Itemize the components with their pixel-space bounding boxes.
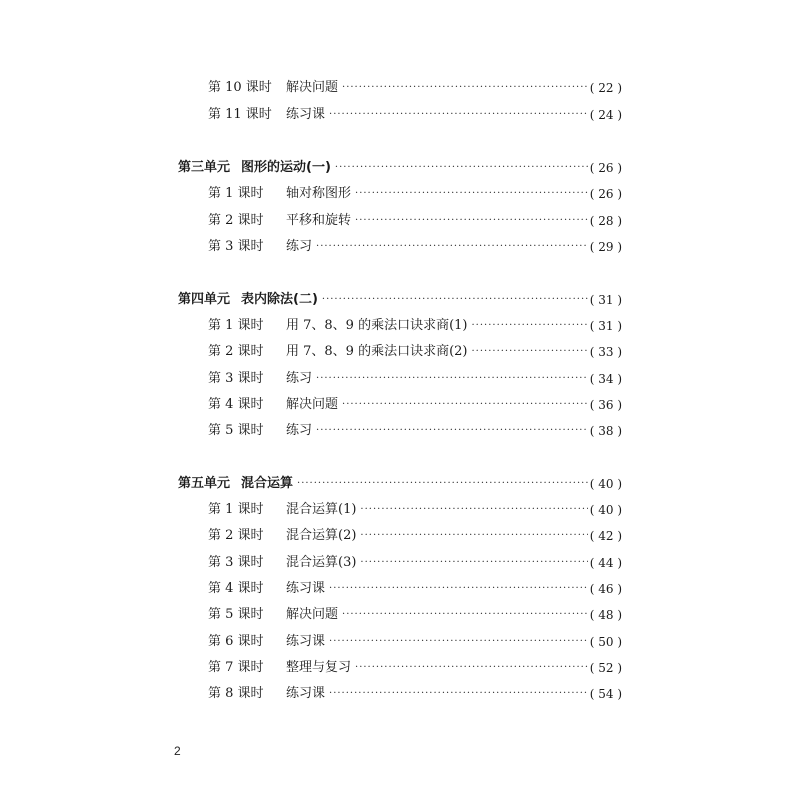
dot-leader — [329, 105, 588, 125]
entry-page: ( 31 ) — [589, 293, 622, 307]
entry-number: 第 5 课时 — [208, 607, 264, 622]
unit-title: 图形的运动(一) — [241, 160, 331, 175]
entry-number: 第 1 课时 — [208, 318, 264, 333]
toc-entry-lesson[interactable] — [178, 211, 622, 231]
entry-title: 练习 — [286, 423, 313, 438]
entry-title: 混合运算(2) — [286, 528, 357, 543]
entry-number: 第 3 课时 — [208, 555, 264, 570]
dot-leader — [297, 474, 588, 494]
entry-page: ( 40 ) — [589, 477, 622, 491]
dot-leader — [335, 158, 588, 178]
entry-number: 第 2 课时 — [208, 213, 264, 228]
dot-leader — [355, 184, 588, 204]
toc-entry-lesson[interactable] — [178, 658, 622, 678]
entry-number: 第 6 课时 — [208, 634, 264, 649]
toc-entry-lesson[interactable] — [178, 184, 622, 204]
entry-number: 第 4 课时 — [208, 397, 264, 412]
entry-number: 第 4 课时 — [208, 581, 264, 596]
unit-number: 第五单元 — [178, 476, 231, 491]
dot-leader — [329, 684, 588, 704]
entry-page: ( 50 ) — [589, 635, 622, 649]
toc-entry-lesson[interactable] — [178, 342, 622, 362]
dot-leader — [355, 211, 588, 231]
toc-entry-lesson[interactable] — [178, 316, 622, 336]
toc-entry-lesson[interactable] — [178, 369, 622, 389]
dot-leader — [329, 632, 588, 652]
entry-title: 用 7、8、9 的乘法口诀求商(1) — [286, 318, 468, 333]
toc-entry-unit[interactable] — [178, 158, 622, 178]
unit-number: 第三单元 — [178, 160, 231, 175]
entry-title: 平移和旋转 — [286, 213, 352, 228]
toc-entry-lesson[interactable] — [178, 684, 622, 704]
unit-number: 第四单元 — [178, 292, 231, 307]
entry-number: 第 2 课时 — [208, 344, 264, 359]
entry-page: ( 33 ) — [589, 345, 622, 359]
entry-page: ( 26 ) — [589, 161, 622, 175]
page-number: 2 — [174, 744, 181, 758]
dot-leader — [360, 526, 587, 546]
entry-title: 用 7、8、9 的乘法口诀求商(2) — [286, 344, 468, 359]
entry-page: ( 48 ) — [589, 608, 622, 622]
dot-leader — [316, 369, 588, 389]
unit-title: 表内除法(二) — [241, 292, 318, 307]
dot-leader — [360, 500, 587, 520]
entry-number: 第 1 课时 — [208, 186, 264, 201]
toc-entry-lesson[interactable] — [178, 526, 622, 546]
entry-page: ( 36 ) — [589, 398, 622, 412]
toc-entry-unit[interactable] — [178, 474, 622, 494]
toc-entry-lesson[interactable] — [178, 105, 622, 125]
entry-number: 第 7 课时 — [208, 660, 264, 675]
toc-entry-lesson[interactable] — [178, 553, 622, 573]
entry-page: ( 34 ) — [589, 372, 622, 386]
dot-leader — [342, 605, 588, 625]
entry-page: ( 31 ) — [589, 319, 622, 333]
entry-title: 练习 — [286, 239, 313, 254]
dot-leader — [316, 237, 588, 257]
entry-title: 混合运算(3) — [286, 555, 357, 570]
entry-page: ( 42 ) — [589, 529, 622, 543]
entry-page: ( 28 ) — [589, 214, 622, 228]
toc-entry-lesson[interactable] — [178, 632, 622, 652]
entry-page: ( 38 ) — [589, 424, 622, 438]
toc-entry-lesson[interactable] — [178, 500, 622, 520]
entry-title: 解决问题 — [286, 80, 339, 95]
toc-entry-unit[interactable] — [178, 290, 622, 310]
unit-title: 混合运算 — [241, 476, 294, 491]
dot-leader — [472, 342, 588, 362]
dot-leader — [322, 290, 588, 310]
toc-entry-lesson[interactable] — [178, 421, 622, 441]
entry-page: ( 22 ) — [589, 81, 622, 95]
entry-page: ( 46 ) — [589, 582, 622, 596]
entry-page: ( 52 ) — [589, 661, 622, 675]
toc-entry-lesson[interactable] — [178, 237, 622, 257]
entry-page: ( 24 ) — [589, 108, 622, 122]
toc-entry-lesson[interactable] — [178, 395, 622, 415]
dot-leader — [360, 553, 587, 573]
entry-number: 第 11 课时 — [208, 107, 272, 122]
toc-entry-lesson[interactable] — [178, 579, 622, 599]
entry-page: ( 44 ) — [589, 556, 622, 570]
entry-title: 练习课 — [286, 634, 326, 649]
entry-page: ( 26 ) — [589, 187, 622, 201]
dot-leader — [342, 78, 588, 98]
entry-title: 练习课 — [286, 686, 326, 701]
entry-number: 第 3 课时 — [208, 371, 264, 386]
dot-leader — [329, 579, 588, 599]
entry-number: 第 5 课时 — [208, 423, 264, 438]
toc-entry-lesson[interactable] — [178, 78, 622, 98]
dot-leader — [342, 395, 588, 415]
entry-title: 整理与复习 — [286, 660, 352, 675]
entry-title: 解决问题 — [286, 607, 339, 622]
entry-title: 练习 — [286, 371, 313, 386]
toc-entry-lesson[interactable] — [178, 605, 622, 625]
entry-title: 轴对称图形 — [286, 186, 352, 201]
dot-leader — [316, 421, 588, 441]
entry-title: 练习课 — [286, 107, 326, 122]
entry-page: ( 40 ) — [589, 503, 622, 517]
entry-number: 第 8 课时 — [208, 686, 264, 701]
entry-title: 混合运算(1) — [286, 502, 357, 517]
entry-page: ( 54 ) — [589, 687, 622, 701]
entry-title: 解决问题 — [286, 397, 339, 412]
entry-number: 第 3 课时 — [208, 239, 264, 254]
dot-leader — [355, 658, 588, 678]
entry-page: ( 29 ) — [589, 240, 622, 254]
entry-title: 练习课 — [286, 581, 326, 596]
entry-number: 第 2 课时 — [208, 528, 264, 543]
entry-number: 第 1 课时 — [208, 502, 264, 517]
dot-leader — [472, 316, 588, 336]
entry-number: 第 10 课时 — [208, 80, 272, 95]
